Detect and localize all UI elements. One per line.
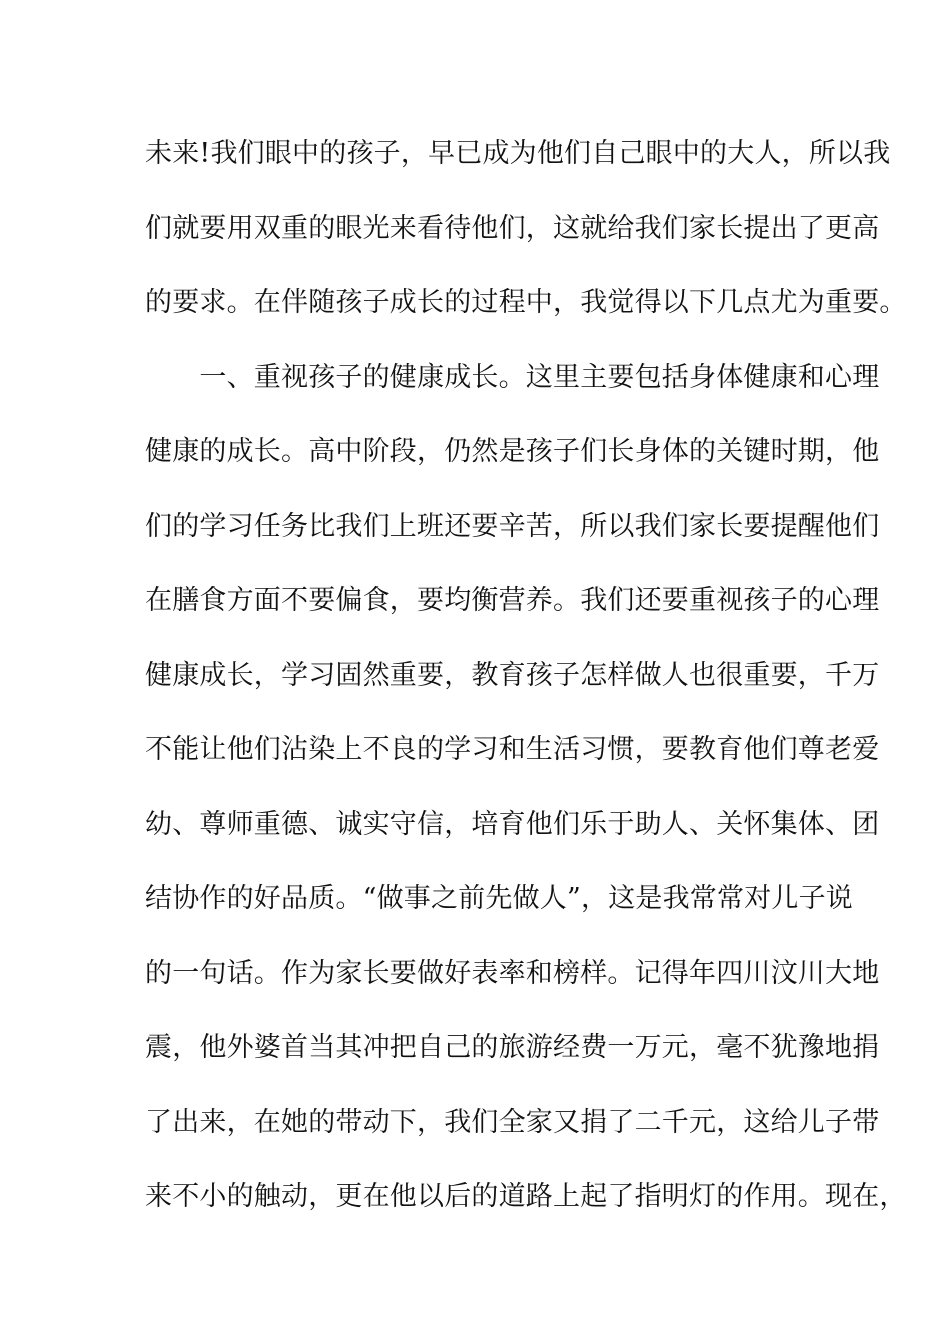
- text-line: 们就要用双重的眼光来看待他们，这就给我们家长提出了更高: [145, 212, 880, 244]
- text-line: 幼、尊师重德、诚实守信，培育他们乐于助人、关怀集体、团: [145, 808, 880, 840]
- text-line: 结协作的好品质。“做事之前先做人”，这是我常常对儿子说: [145, 883, 854, 914]
- text-line: 来不小的触动，更在他以后的道路上起了指明灯的作用。现在，: [145, 1181, 907, 1212]
- text-line: 震，他外婆首当其冲把自己的旅游经费一万元，毫不犹豫地捐: [145, 1032, 880, 1063]
- text-line: 健康的成长。高中阶段，仍然是孩子们长身体的关键时期，他: [145, 436, 880, 467]
- text-line: 不能让他们沾染上不良的学习和生活习惯，要教育他们尊老爱: [145, 734, 880, 765]
- text-line: 在膳食方面不要偏食，要均衡营养。我们还要重视孩子的心理: [145, 585, 880, 616]
- text-line: 的一句话。作为家长要做好表率和榜样。记得年四川汶川大地: [145, 957, 880, 989]
- text-line: 一、重视孩子的健康成长。这里主要包括身体健康和心理: [145, 361, 880, 393]
- text-line: 的要求。在伴随孩子成长的过程中，我觉得以下几点尤为重要。: [145, 287, 907, 318]
- text-line: 健康成长，学习固然重要，教育孩子怎样做人也很重要，千万: [145, 659, 880, 691]
- text-line: 未来!我们眼中的孩子，早已成为他们自己眼中的大人，所以我: [145, 138, 891, 169]
- text-line: 们的学习任务比我们上班还要辛苦，所以我们家长要提醒他们: [145, 510, 880, 542]
- text-line: 了出来，在她的带动下，我们全家又捐了二千元，这给儿子带: [145, 1106, 880, 1138]
- body-text: [145, 132, 907, 1250]
